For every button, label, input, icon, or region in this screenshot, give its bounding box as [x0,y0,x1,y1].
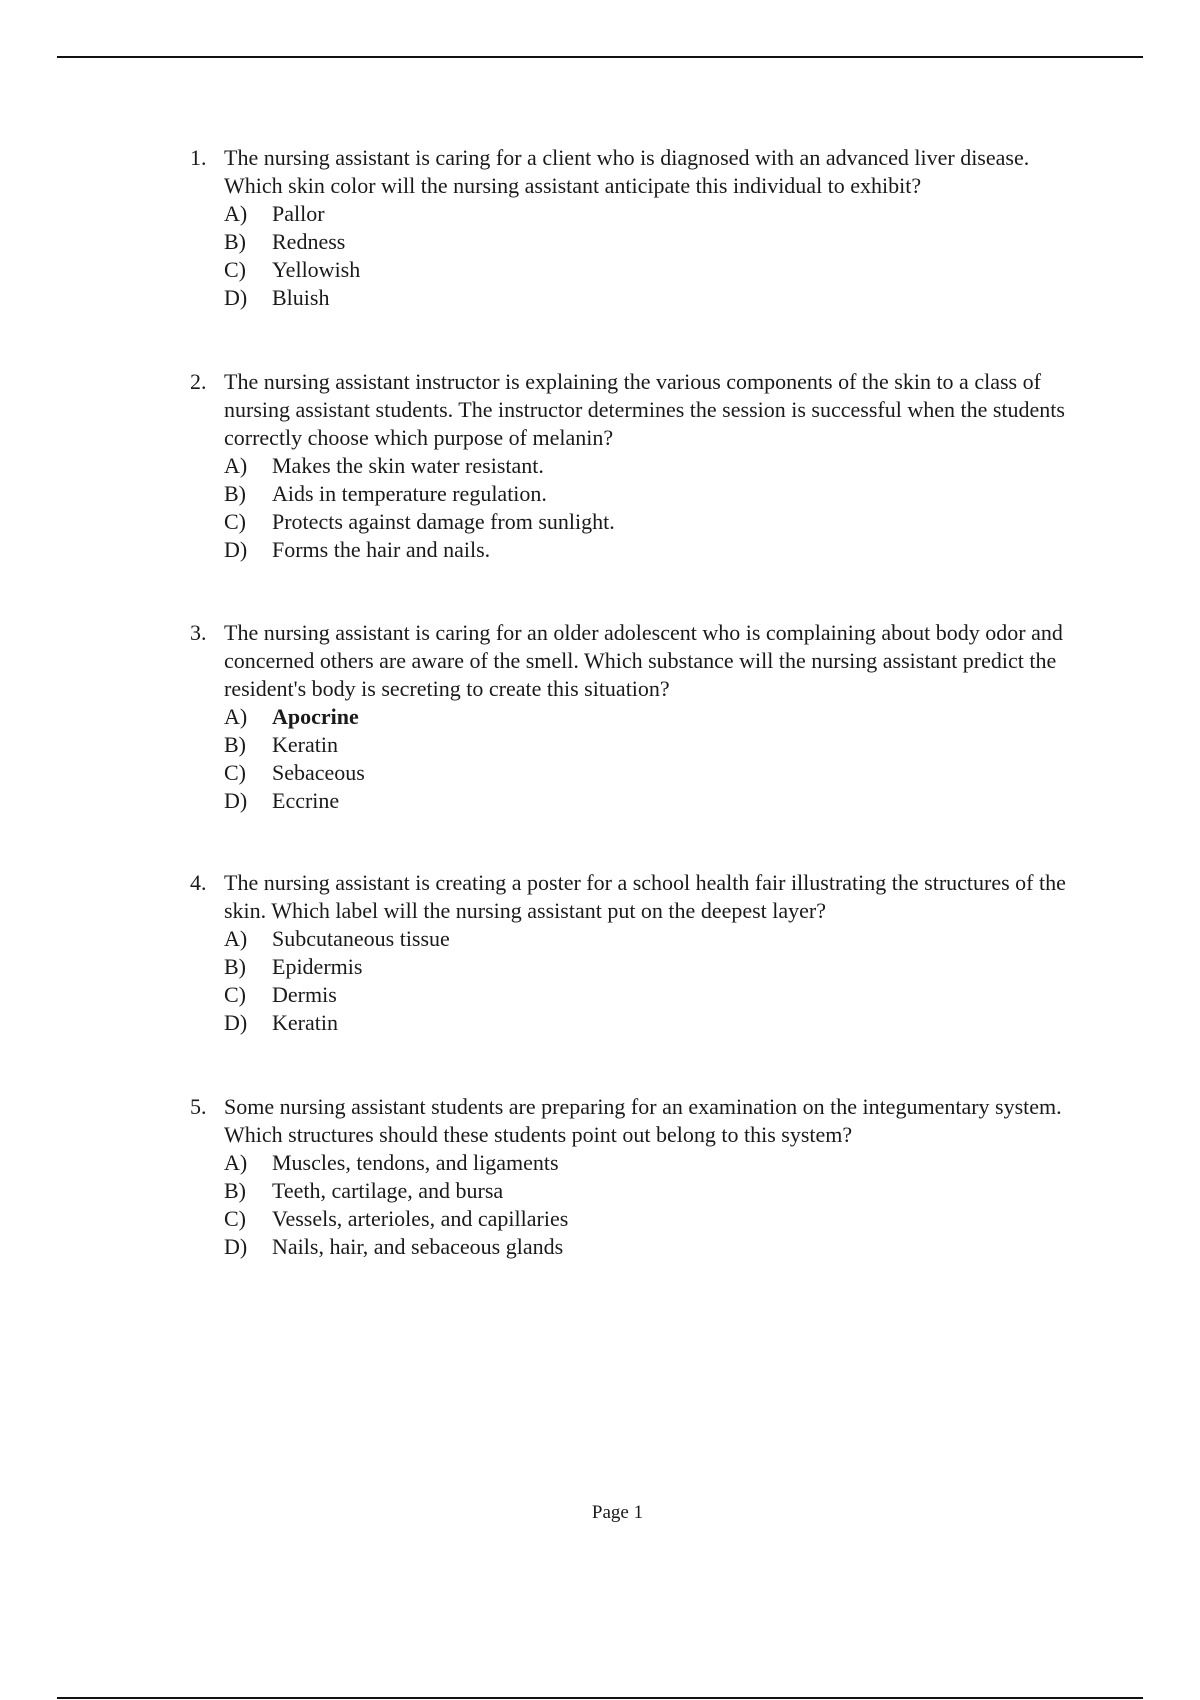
question-5 [190,1093,1090,1261]
question-stem [190,144,1090,200]
option-text: Teeth, cartilage, and bursa [272,1178,504,1203]
option-letter: B) [224,229,246,254]
option-letter: C) [224,760,246,785]
option-text: Yellowish [272,257,361,282]
option-text: Makes the skin water resistant. [272,453,544,478]
question-text: Some nursing assistant students are preparing for an examination on the integumentary system. Which structures should these students point out belong to this system? [224,1094,1062,1147]
answer-option-b [224,731,1090,759]
answer-option-c [224,759,1090,787]
option-letter: A) [224,1150,248,1175]
option-text: Sebaceous [272,760,365,785]
question-number: 3. [190,620,207,645]
option-letter: C) [224,257,246,282]
question-1 [190,144,1090,312]
question-number: 5. [190,1094,207,1119]
option-letter: D) [224,1234,248,1259]
question-stem [190,619,1090,703]
option-letter: B) [224,481,246,506]
question-2 [190,368,1090,564]
question-stem [190,869,1090,925]
option-text: Aids in temperature regulation. [272,481,547,506]
question-number: 1. [190,145,207,170]
bottom-rule [57,1697,1143,1699]
answer-option-a [224,925,1090,953]
option-letter: A) [224,453,248,478]
question-text: The nursing assistant is creating a poster for a school health fair illustrating the structures of the skin. Which label will the nursing assistant put on the deepest layer? [224,870,1066,923]
answer-option-a [224,200,1090,228]
answer-option-c [224,508,1090,536]
question-number: 2. [190,369,207,394]
option-letter: B) [224,1178,246,1203]
option-text: Vessels, arterioles, and capillaries [272,1206,569,1231]
answer-option-b [224,1177,1090,1205]
answer-option-c [224,981,1090,1009]
answer-options [190,703,1090,815]
option-text: Muscles, tendons, and ligaments [272,1150,559,1175]
answer-option-a [224,452,1090,480]
option-letter: C) [224,1206,246,1231]
option-letter: A) [224,201,248,226]
answer-option-b [224,228,1090,256]
option-text: Subcutaneous tissue [272,926,450,951]
answer-options [190,925,1090,1037]
option-letter: D) [224,788,248,813]
question-text: The nursing assistant instructor is explaining the various components of the skin to a class of nursing assistant students. The instructor determines the session is successful when the students correctly choose which purpose of melanin? [224,369,1065,450]
answer-options [190,200,1090,312]
answer-option-a [224,1149,1090,1177]
option-text-correct: Apocrine [272,704,359,729]
option-text: Redness [272,229,346,254]
answer-option-c [224,256,1090,284]
option-text: Forms the hair and nails. [272,537,491,562]
answer-options [190,452,1090,564]
option-letter: B) [224,954,246,979]
option-letter: B) [224,732,246,757]
answer-options [190,1149,1090,1261]
question-stem [190,368,1090,452]
page-number: Page 1 [591,1502,644,1523]
question-text: The nursing assistant is caring for an older adolescent who is complaining about body odor and concerned others are aware of the smell. Which substance will the nursing assistant predict the resident's body is secreting to create this situation? [224,620,1063,701]
answer-option-d [224,536,1090,564]
option-text: Bluish [272,285,330,310]
option-text: Dermis [272,982,337,1007]
question-4 [190,869,1090,1037]
answer-option-c [224,1205,1090,1233]
question-text: The nursing assistant is caring for a client who is diagnosed with an advanced liver disease. Which skin color will the nursing assistant anticipate this individual to exhibit? [224,145,1030,198]
option-text: Protects against damage from sunlight. [272,509,615,534]
option-text: Nails, hair, and sebaceous glands [272,1234,564,1259]
top-rule [57,56,1143,58]
option-letter: D) [224,537,248,562]
option-letter: C) [224,509,246,534]
option-text: Eccrine [272,788,340,813]
answer-option-d [224,284,1090,312]
answer-option-b [224,953,1090,981]
answer-option-d [224,1233,1090,1261]
question-stem [190,1093,1090,1149]
answer-option-d [224,1009,1090,1037]
option-text: Pallor [272,201,325,226]
option-letter: A) [224,926,248,951]
answer-option-a [224,703,1090,731]
option-letter: A) [224,704,248,729]
option-letter: C) [224,982,246,1007]
question-3 [190,619,1090,815]
option-letter: D) [224,1010,248,1035]
option-letter: D) [224,285,248,310]
answer-option-d [224,787,1090,815]
option-text: Epidermis [272,954,363,979]
option-text: Keratin [272,1010,338,1035]
option-text: Keratin [272,732,338,757]
question-number: 4. [190,870,207,895]
answer-option-b [224,480,1090,508]
